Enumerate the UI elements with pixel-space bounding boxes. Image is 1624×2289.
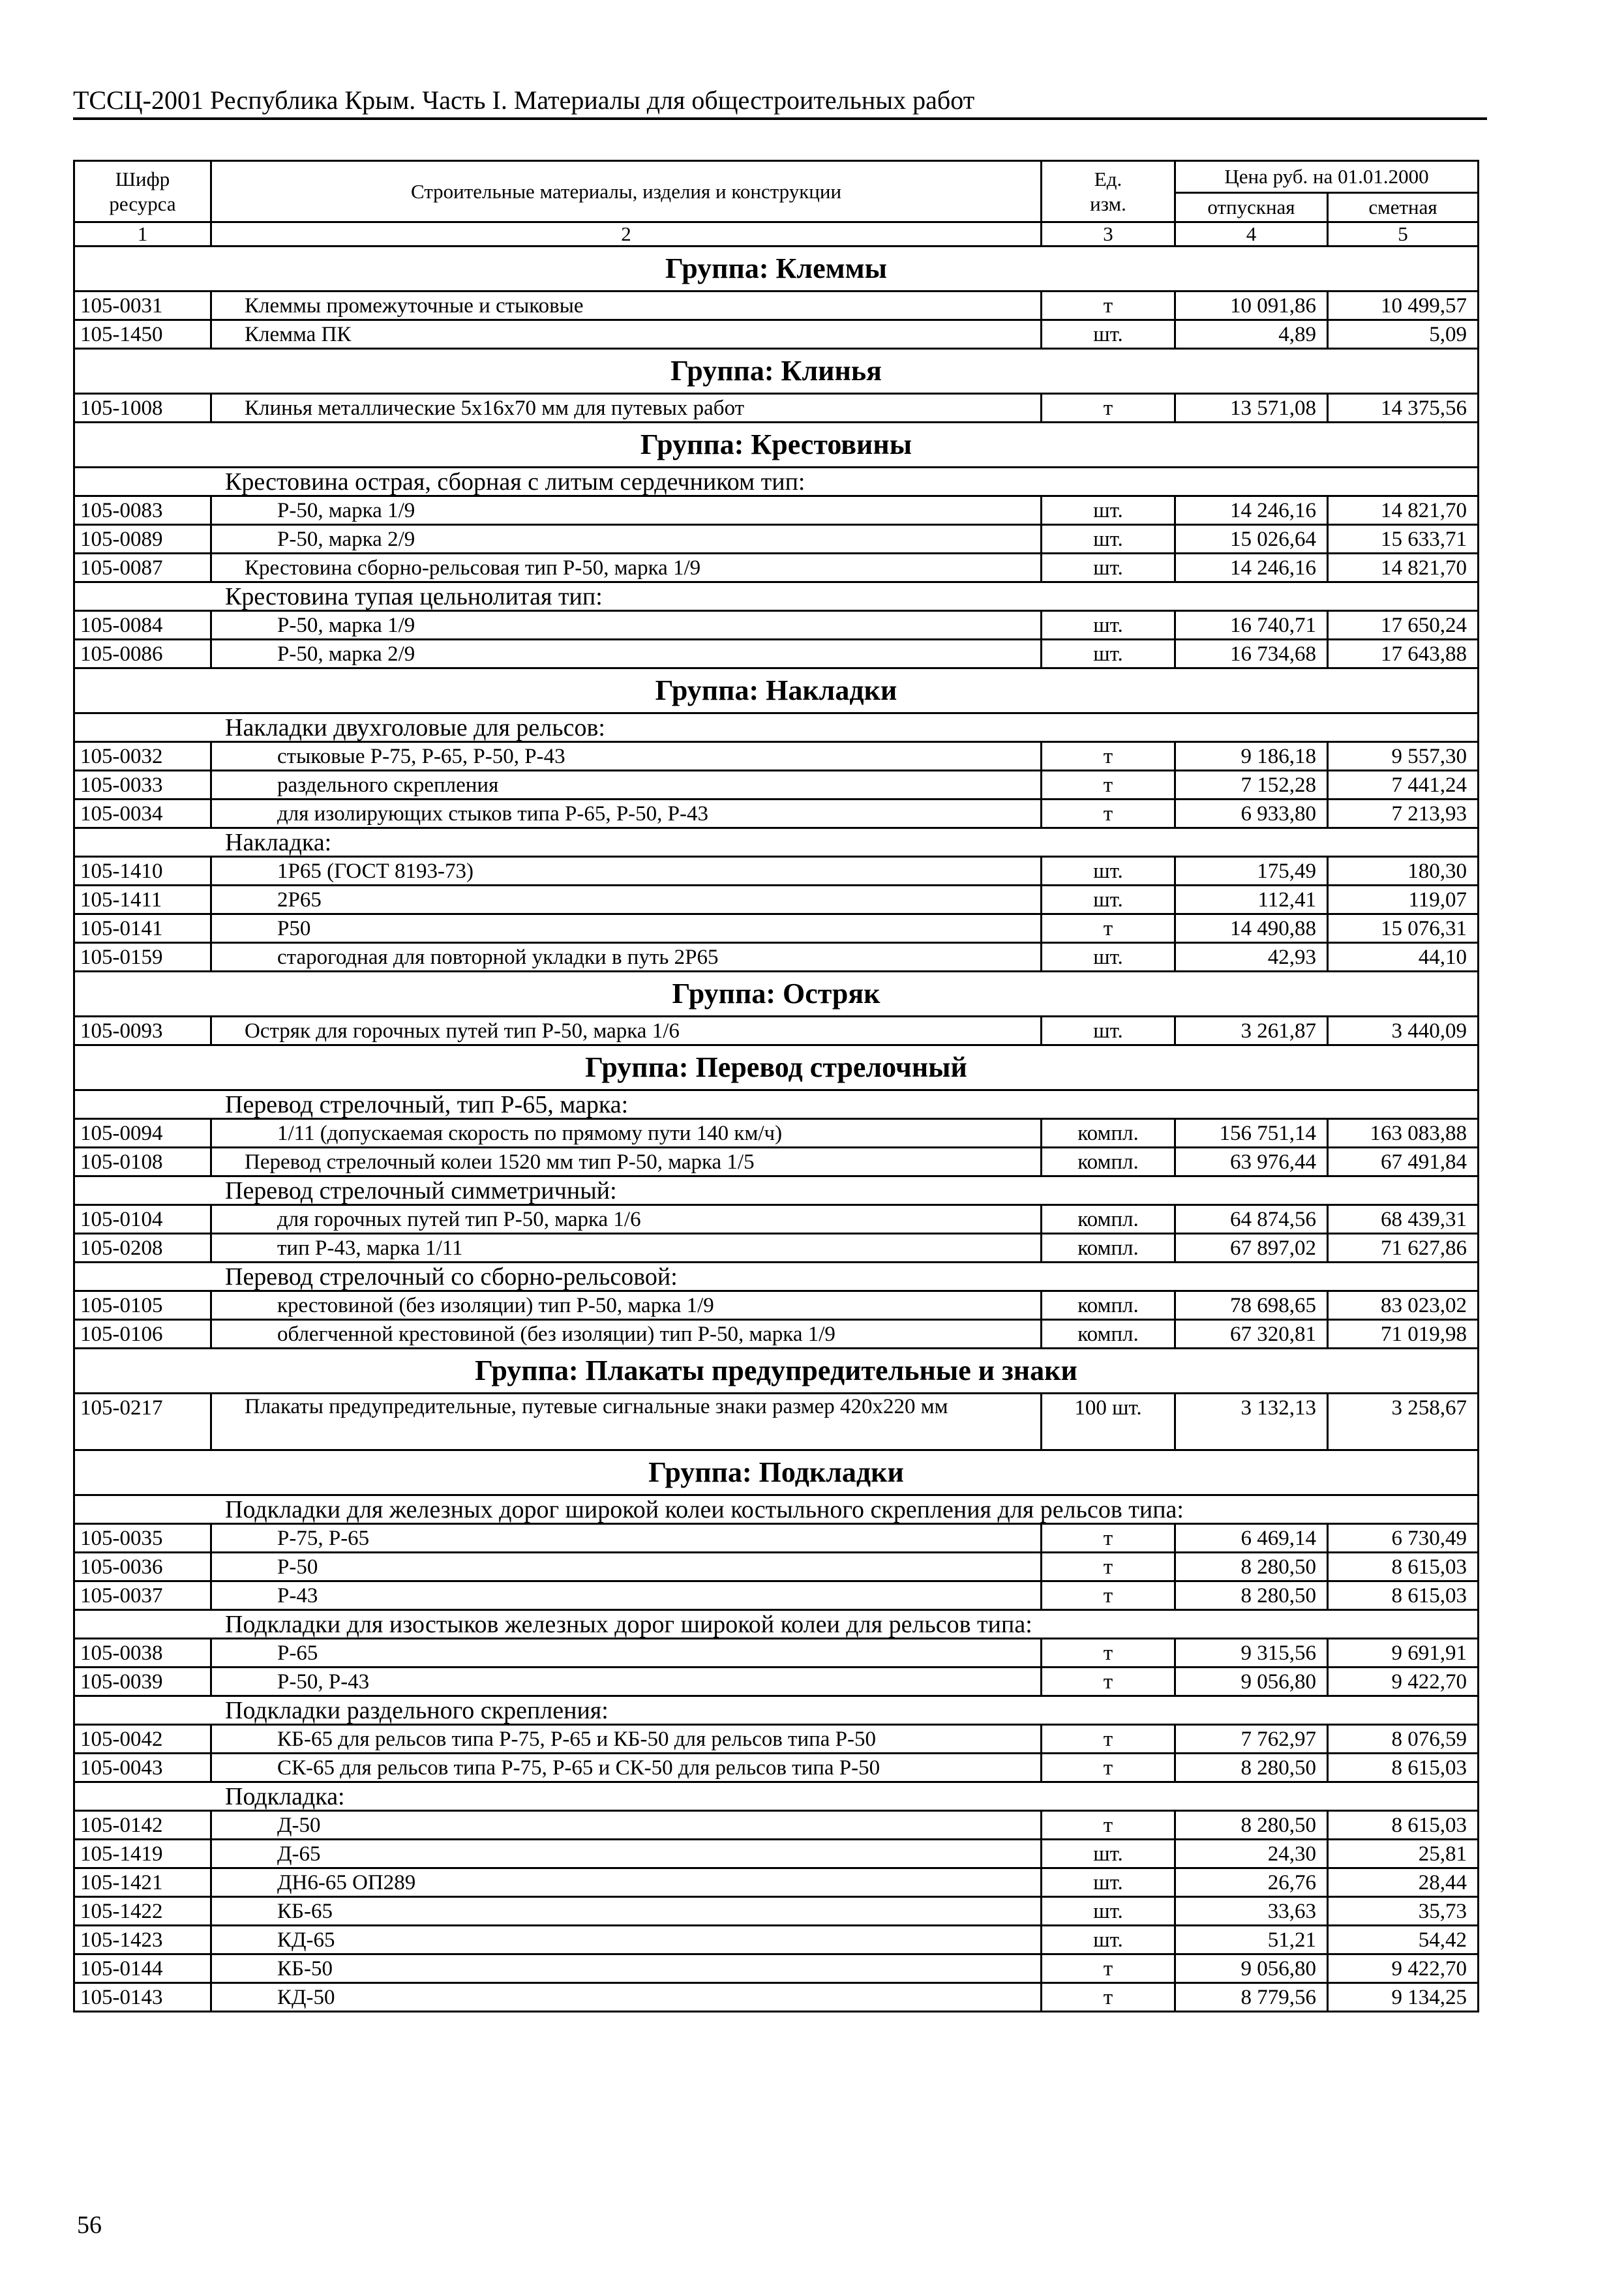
unit-cell: т [1042, 742, 1175, 771]
material-name-cell: Клеммы промежуточные и стыковые [211, 292, 1042, 320]
resource-code-cell: 105-0035 [74, 1524, 211, 1553]
material-name-cell: ДН6-65 ОП289 [211, 1868, 1042, 1897]
table-row [74, 320, 1479, 349]
estimate-price-cell: 8 615,03 [1328, 1581, 1479, 1610]
release-price-cell: 8 280,50 [1175, 1754, 1328, 1782]
release-price-cell: 8 779,56 [1175, 1983, 1328, 2012]
material-name-cell: тип Р-43, марка 1/11 [211, 1234, 1042, 1263]
table-row [74, 1868, 1479, 1897]
table-row [74, 914, 1479, 943]
resource-code-cell: 105-0144 [74, 1954, 211, 1983]
table-row [74, 1394, 1479, 1450]
release-price-cell: 15 026,64 [1175, 525, 1328, 554]
group-header-row [74, 972, 1479, 1017]
unit-cell: т [1042, 914, 1175, 943]
material-name-cell: Р-43 [211, 1581, 1042, 1610]
table-row [74, 1291, 1479, 1320]
subgroup-row [74, 828, 1479, 857]
release-price-cell: 7 762,97 [1175, 1725, 1328, 1754]
material-name-cell: КБ-50 [211, 1954, 1042, 1983]
subgroup-row [74, 1696, 1479, 1725]
resource-code-cell: 105-1422 [74, 1897, 211, 1926]
material-name-cell: Р-50 [211, 1553, 1042, 1581]
estimate-price-cell: 3 258,67 [1328, 1394, 1479, 1450]
unit-cell: компл. [1042, 1148, 1175, 1176]
page-header-title: ТССЦ-2001 Республика Крым. Часть I. Материалы для общестроительных работ [73, 85, 975, 115]
subgroup-row [74, 1176, 1479, 1205]
resource-code-cell: 105-0104 [74, 1205, 211, 1234]
estimate-price-cell: 54,42 [1328, 1926, 1479, 1954]
resource-code-cell: 105-1411 [74, 886, 211, 914]
table-row [74, 1668, 1479, 1696]
table-row [74, 1983, 1479, 2012]
estimate-price-cell: 71 019,98 [1328, 1320, 1479, 1349]
table-row [74, 1725, 1479, 1754]
group-header-row [74, 349, 1479, 394]
table-row [74, 1581, 1479, 1610]
release-price-cell: 9 186,18 [1175, 742, 1328, 771]
material-name-cell: Плакаты предупредительные, путевые сигнальные знаки размер 420х220 мм [211, 1394, 1042, 1450]
estimate-price-cell: 14 375,56 [1328, 394, 1479, 423]
estimate-price-cell: 180,30 [1328, 857, 1479, 886]
unit-cell: шт. [1042, 611, 1175, 640]
unit-cell: шт. [1042, 1017, 1175, 1045]
group-title: Группа: Крестовины [74, 423, 1479, 468]
table-row [74, 554, 1479, 582]
estimate-price-cell: 6 730,49 [1328, 1524, 1479, 1553]
unit-cell: 100 шт. [1042, 1394, 1175, 1450]
column-number: 1 [74, 222, 211, 247]
resource-code-cell: 105-1450 [74, 320, 211, 349]
release-price-cell: 63 976,44 [1175, 1148, 1328, 1176]
resource-code-cell: 105-0038 [74, 1639, 211, 1668]
material-name-cell: Р-50, Р-43 [211, 1668, 1042, 1696]
unit-cell: шт. [1042, 554, 1175, 582]
group-title: Группа: Плакаты предупредительные и знаки [74, 1349, 1479, 1394]
release-price-cell: 16 734,68 [1175, 640, 1328, 668]
table-row [74, 1811, 1479, 1840]
column-header-estimate: сметная [1328, 193, 1479, 222]
subgroup-row [74, 713, 1479, 742]
estimate-price-cell: 10 499,57 [1328, 292, 1479, 320]
subgroup-title: Крестовина острая, сборная с литым сердечником тип: [74, 468, 1479, 496]
release-price-cell: 8 280,50 [1175, 1811, 1328, 1840]
unit-cell: т [1042, 1811, 1175, 1840]
resource-code-cell: 105-0108 [74, 1148, 211, 1176]
table-row [74, 1017, 1479, 1045]
subgroup-title: Крестовина тупая цельнолитая тип: [74, 582, 1479, 611]
column-header-price: Цена руб. на 01.01.2000 [1175, 161, 1479, 193]
table-row [74, 1639, 1479, 1668]
resource-code-cell: 105-0032 [74, 742, 211, 771]
release-price-cell: 24,30 [1175, 1840, 1328, 1868]
resource-code-cell: 105-0143 [74, 1983, 211, 2012]
release-price-cell: 156 751,14 [1175, 1119, 1328, 1148]
resource-code-cell: 105-1410 [74, 857, 211, 886]
material-name-cell: Остряк для горочных путей тип Р-50, марка 1/6 [211, 1017, 1042, 1045]
resource-code-cell: 105-0031 [74, 292, 211, 320]
estimate-price-cell: 68 439,31 [1328, 1205, 1479, 1234]
estimate-price-cell: 71 627,86 [1328, 1234, 1479, 1263]
material-name-cell: Р50 [211, 914, 1042, 943]
estimate-price-cell: 7 441,24 [1328, 771, 1479, 800]
resource-code-cell: 105-0208 [74, 1234, 211, 1263]
material-name-cell: КБ-65 [211, 1897, 1042, 1926]
resource-code-cell: 105-0094 [74, 1119, 211, 1148]
table-row [74, 1320, 1479, 1349]
release-price-cell: 6 469,14 [1175, 1524, 1328, 1553]
resource-code-cell: 105-1421 [74, 1868, 211, 1897]
subgroup-row [74, 1495, 1479, 1524]
release-price-cell: 14 246,16 [1175, 554, 1328, 582]
table-row [74, 886, 1479, 914]
material-name-cell: Р-50, марка 1/9 [211, 611, 1042, 640]
estimate-price-cell: 9 422,70 [1328, 1668, 1479, 1696]
group-title: Группа: Подкладки [74, 1450, 1479, 1495]
resource-code-cell: 105-0083 [74, 496, 211, 525]
unit-cell: т [1042, 394, 1175, 423]
material-name-cell: КД-50 [211, 1983, 1042, 2012]
estimate-price-cell: 15 076,31 [1328, 914, 1479, 943]
material-name-cell: КБ-65 для рельсов типа Р-75, Р-65 и КБ-50 для рельсов типа Р-50 [211, 1725, 1042, 1754]
estimate-price-cell: 8 615,03 [1328, 1754, 1479, 1782]
column-header-code: Шифр ресурса [74, 161, 211, 222]
header-divider [73, 117, 1487, 120]
resource-code-cell: 105-0141 [74, 914, 211, 943]
estimate-price-cell: 9 691,91 [1328, 1639, 1479, 1668]
unit-cell: шт. [1042, 320, 1175, 349]
resource-code-cell: 105-0217 [74, 1394, 211, 1450]
unit-cell: т [1042, 292, 1175, 320]
unit-cell: шт. [1042, 1897, 1175, 1926]
estimate-price-cell: 5,09 [1328, 320, 1479, 349]
material-name-cell: Д-65 [211, 1840, 1042, 1868]
unit-cell: т [1042, 1754, 1175, 1782]
column-number: 3 [1042, 222, 1175, 247]
release-price-cell: 78 698,65 [1175, 1291, 1328, 1320]
subgroup-row [74, 1263, 1479, 1291]
resource-code-cell: 105-0084 [74, 611, 211, 640]
unit-cell: т [1042, 1639, 1175, 1668]
unit-cell: шт. [1042, 1926, 1175, 1954]
release-price-cell: 42,93 [1175, 943, 1328, 972]
release-price-cell: 9 056,80 [1175, 1954, 1328, 1983]
subgroup-title: Перевод стрелочный со сборно-рельсовой: [74, 1263, 1479, 1291]
resource-code-cell: 105-0042 [74, 1725, 211, 1754]
material-name-cell: облегченной крестовиной (без изоляции) тип Р-50, марка 1/9 [211, 1320, 1042, 1349]
unit-cell: шт. [1042, 886, 1175, 914]
estimate-price-cell: 163 083,88 [1328, 1119, 1479, 1148]
subgroup-title: Накладки двухголовые для рельсов: [74, 713, 1479, 742]
material-name-cell: стыковые Р-75, Р-65, Р-50, Р-43 [211, 742, 1042, 771]
unit-cell: т [1042, 1581, 1175, 1610]
estimate-price-cell: 28,44 [1328, 1868, 1479, 1897]
material-name-cell: старогодная для повторной укладки в путь 2Р65 [211, 943, 1042, 972]
material-name-cell: КД-65 [211, 1926, 1042, 1954]
subgroup-title: Подкладка: [74, 1782, 1479, 1811]
table-row [74, 1926, 1479, 1954]
group-header-row [74, 1450, 1479, 1495]
estimate-price-cell: 44,10 [1328, 943, 1479, 972]
unit-cell: компл. [1042, 1320, 1175, 1349]
table-row [74, 800, 1479, 828]
unit-cell: компл. [1042, 1234, 1175, 1263]
estimate-price-cell: 8 615,03 [1328, 1811, 1479, 1840]
price-table-head [74, 161, 1479, 247]
estimate-price-cell: 8 615,03 [1328, 1553, 1479, 1581]
subgroup-title: Накладка: [74, 828, 1479, 857]
material-name-cell: Д-50 [211, 1811, 1042, 1840]
table-row [74, 771, 1479, 800]
material-name-cell: для изолирующих стыков типа Р-65, Р-50, Р-43 [211, 800, 1042, 828]
resource-code-cell: 105-1008 [74, 394, 211, 423]
resource-code-cell: 105-0159 [74, 943, 211, 972]
price-table [73, 160, 1479, 2012]
column-number: 5 [1328, 222, 1479, 247]
unit-cell: компл. [1042, 1205, 1175, 1234]
material-name-cell: СК-65 для рельсов типа Р-75, Р-65 и СК-50 для рельсов типа Р-50 [211, 1754, 1042, 1782]
group-title: Группа: Накладки [74, 668, 1479, 713]
subgroup-title: Перевод стрелочный симметричный: [74, 1176, 1479, 1205]
group-header-row [74, 668, 1479, 713]
group-title: Группа: Перевод стрелочный [74, 1045, 1479, 1090]
estimate-price-cell: 8 076,59 [1328, 1725, 1479, 1754]
unit-cell: шт. [1042, 1868, 1175, 1897]
table-row [74, 1148, 1479, 1176]
estimate-price-cell: 9 422,70 [1328, 1954, 1479, 1983]
group-header-row [74, 1349, 1479, 1394]
unit-cell: т [1042, 771, 1175, 800]
release-price-cell: 51,21 [1175, 1926, 1328, 1954]
resource-code-cell: 105-0039 [74, 1668, 211, 1696]
column-header-release: отпускная [1175, 193, 1328, 222]
resource-code-cell: 105-0033 [74, 771, 211, 800]
resource-code-cell: 105-0043 [74, 1754, 211, 1782]
estimate-price-cell: 9 557,30 [1328, 742, 1479, 771]
resource-code-cell: 105-0086 [74, 640, 211, 668]
resource-code-cell: 105-0089 [74, 525, 211, 554]
group-header-row [74, 1045, 1479, 1090]
release-price-cell: 14 246,16 [1175, 496, 1328, 525]
release-price-cell: 175,49 [1175, 857, 1328, 886]
column-number: 2 [211, 222, 1042, 247]
unit-cell: т [1042, 1954, 1175, 1983]
unit-cell: шт. [1042, 1840, 1175, 1868]
resource-code-cell: 105-0105 [74, 1291, 211, 1320]
unit-cell: компл. [1042, 1119, 1175, 1148]
table-row [74, 1119, 1479, 1148]
estimate-price-cell: 9 134,25 [1328, 1983, 1479, 2012]
material-name-cell: Клемма ПК [211, 320, 1042, 349]
unit-cell: т [1042, 800, 1175, 828]
unit-cell: т [1042, 1668, 1175, 1696]
resource-code-cell: 105-0106 [74, 1320, 211, 1349]
release-price-cell: 8 280,50 [1175, 1581, 1328, 1610]
release-price-cell: 13 571,08 [1175, 394, 1328, 423]
release-price-cell: 3 132,13 [1175, 1394, 1328, 1450]
unit-cell: т [1042, 1983, 1175, 2012]
table-row [74, 1840, 1479, 1868]
subgroup-title: Подкладки раздельного скрепления: [74, 1696, 1479, 1725]
release-price-cell: 10 091,86 [1175, 292, 1328, 320]
release-price-cell: 9 056,80 [1175, 1668, 1328, 1696]
release-price-cell: 9 315,56 [1175, 1639, 1328, 1668]
subgroup-title: Перевод стрелочный, тип Р-65, марка: [74, 1090, 1479, 1119]
material-name-cell: Р-75, Р-65 [211, 1524, 1042, 1553]
resource-code-cell: 105-0036 [74, 1553, 211, 1581]
resource-code-cell: 105-0037 [74, 1581, 211, 1610]
estimate-price-cell: 83 023,02 [1328, 1291, 1479, 1320]
unit-cell: т [1042, 1553, 1175, 1581]
material-name-cell: Р-50, марка 2/9 [211, 525, 1042, 554]
estimate-price-cell: 15 633,71 [1328, 525, 1479, 554]
table-row [74, 640, 1479, 668]
table-row [74, 1524, 1479, 1553]
unit-cell: шт. [1042, 640, 1175, 668]
release-price-cell: 67 897,02 [1175, 1234, 1328, 1263]
subgroup-row [74, 1610, 1479, 1639]
estimate-price-cell: 35,73 [1328, 1897, 1479, 1926]
group-title: Группа: Остряк [74, 972, 1479, 1017]
resource-code-cell: 105-1419 [74, 1840, 211, 1868]
release-price-cell: 67 320,81 [1175, 1320, 1328, 1349]
resource-code-cell: 105-0093 [74, 1017, 211, 1045]
estimate-price-cell: 7 213,93 [1328, 800, 1479, 828]
page-number: 56 [77, 2211, 102, 2239]
material-name-cell: Р-65 [211, 1639, 1042, 1668]
resource-code-cell: 105-0142 [74, 1811, 211, 1840]
subgroup-row [74, 1782, 1479, 1811]
estimate-price-cell: 14 821,70 [1328, 496, 1479, 525]
column-number: 4 [1175, 222, 1328, 247]
estimate-price-cell: 17 650,24 [1328, 611, 1479, 640]
material-name-cell: 1Р65 (ГОСТ 8193-73) [211, 857, 1042, 886]
subgroup-row [74, 582, 1479, 611]
subgroup-row [74, 1090, 1479, 1119]
resource-code-cell: 105-0034 [74, 800, 211, 828]
estimate-price-cell: 17 643,88 [1328, 640, 1479, 668]
estimate-price-cell: 3 440,09 [1328, 1017, 1479, 1045]
unit-cell: компл. [1042, 1291, 1175, 1320]
table-row [74, 1553, 1479, 1581]
release-price-cell: 112,41 [1175, 886, 1328, 914]
material-name-cell: раздельного скрепления [211, 771, 1042, 800]
material-name-cell: Р-50, марка 1/9 [211, 496, 1042, 525]
unit-cell: шт. [1042, 525, 1175, 554]
table-row [74, 1897, 1479, 1926]
unit-cell: т [1042, 1524, 1175, 1553]
release-price-cell: 33,63 [1175, 1897, 1328, 1926]
unit-cell: шт. [1042, 857, 1175, 886]
table-row [74, 1205, 1479, 1234]
material-name-cell: крестовиной (без изоляции) тип Р-50, марка 1/9 [211, 1291, 1042, 1320]
price-table-body [74, 247, 1479, 2012]
material-name-cell: Перевод стрелочный колеи 1520 мм тип Р-50, марка 1/5 [211, 1148, 1042, 1176]
table-row [74, 394, 1479, 423]
release-price-cell: 4,89 [1175, 320, 1328, 349]
resource-code-cell: 105-0087 [74, 554, 211, 582]
release-price-cell: 6 933,80 [1175, 800, 1328, 828]
table-row [74, 742, 1479, 771]
subgroup-row [74, 468, 1479, 496]
table-row [74, 1954, 1479, 1983]
table-row [74, 857, 1479, 886]
estimate-price-cell: 119,07 [1328, 886, 1479, 914]
material-name-cell: Р-50, марка 2/9 [211, 640, 1042, 668]
material-name-cell: Клинья металлические 5х16х70 мм для путевых работ [211, 394, 1042, 423]
unit-cell: т [1042, 1725, 1175, 1754]
estimate-price-cell: 67 491,84 [1328, 1148, 1479, 1176]
group-title: Группа: Клеммы [74, 247, 1479, 292]
material-name-cell: для горочных путей тип Р-50, марка 1/6 [211, 1205, 1042, 1234]
table-row [74, 611, 1479, 640]
resource-code-cell: 105-1423 [74, 1926, 211, 1954]
release-price-cell: 8 280,50 [1175, 1553, 1328, 1581]
release-price-cell: 3 261,87 [1175, 1017, 1328, 1045]
material-name-cell: 1/11 (допускаемая скорость по прямому пути 140 км/ч) [211, 1119, 1042, 1148]
material-name-cell: Крестовина сборно-рельсовая тип Р-50, марка 1/9 [211, 554, 1042, 582]
release-price-cell: 7 152,28 [1175, 771, 1328, 800]
table-row [74, 496, 1479, 525]
unit-cell: шт. [1042, 943, 1175, 972]
table-row [74, 1234, 1479, 1263]
release-price-cell: 14 490,88 [1175, 914, 1328, 943]
release-price-cell: 26,76 [1175, 1868, 1328, 1897]
group-title: Группа: Клинья [74, 349, 1479, 394]
estimate-price-cell: 25,81 [1328, 1840, 1479, 1868]
group-header-row [74, 423, 1479, 468]
table-row [74, 292, 1479, 320]
column-header-unit: Ед. изм. [1042, 161, 1175, 222]
material-name-cell: 2Р65 [211, 886, 1042, 914]
release-price-cell: 64 874,56 [1175, 1205, 1328, 1234]
column-header-name: Строительные материалы, изделия и конструкции [211, 161, 1042, 222]
group-header-row [74, 247, 1479, 292]
unit-cell: шт. [1042, 496, 1175, 525]
estimate-price-cell: 14 821,70 [1328, 554, 1479, 582]
release-price-cell: 16 740,71 [1175, 611, 1328, 640]
table-row [74, 525, 1479, 554]
table-row [74, 943, 1479, 972]
subgroup-title: Подкладки для железных дорог широкой колеи костыльного скрепления для рельсов типа: [74, 1495, 1479, 1524]
subgroup-title: Подкладки для изостыков железных дорог широкой колеи для рельсов типа: [74, 1610, 1479, 1639]
table-row [74, 1754, 1479, 1782]
